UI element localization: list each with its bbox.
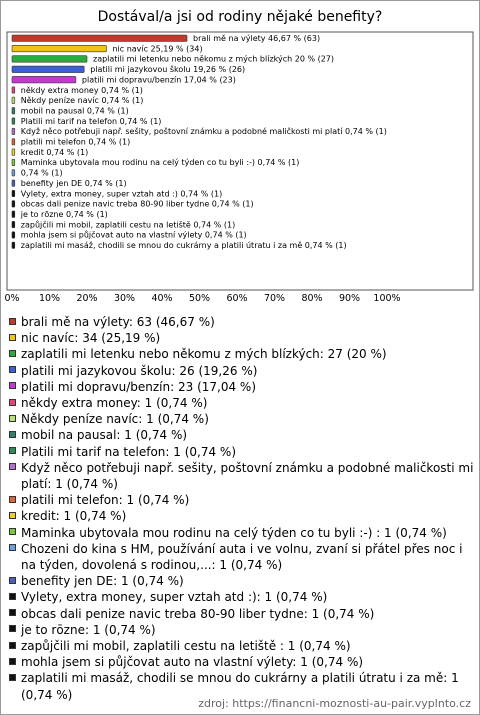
x-tick-label: 80% [301,293,323,304]
bar-label: zaplatili mi masáž, chodili se mnou do cukrárny a platili útratu i za mě 0,74 % (1) [20,241,347,250]
bar [12,76,76,83]
legend-label: je to rōzne: 1 (0,74 %) [21,622,156,637]
x-tick-label: 60% [226,293,248,304]
legend-label: zaplatili mi masáž, chodili se mnou do cukrárny a platili útratu i za mě: 1 (0,74 %) [21,671,459,702]
legend-label: Někdy peníze navíc: 1 (0,74 %) [21,412,209,427]
legend-label: obcas dali penize navic treba 80-90 liber tydne: 1 (0,74 %) [21,606,375,621]
legend-item [8,444,474,460]
legend-swatch [9,431,16,438]
bar [12,201,15,208]
bar-label: Vylety, extra money, super vztah atd :) 0,74 % (1) [20,189,223,199]
legend-swatch [9,528,16,535]
bar [12,56,87,63]
legend-label: Chozeni do kina s HM, používání auta i ve volnu, zvaní si přátel přes noc i na týden, dovolená s rodinou,...: 1 (0,74 %) [21,541,463,573]
legend-item [8,346,474,362]
legend-swatch [9,318,16,325]
x-tick-label: 100% [373,293,401,304]
x-tick-label: 90% [338,293,361,304]
legend-item [8,622,474,638]
bar-label: 0,74 % (1) [20,168,63,178]
legend-swatch [9,496,16,503]
bar-label: zaplatili mi letenku nebo někomu z mých blízkých 20 % (27) [93,54,335,64]
legend-swatch [9,625,16,632]
bar [12,211,15,218]
legend-item [8,589,474,605]
bar-label: platili mi dopravu/benzín 17,04 % (23) [81,75,236,85]
bar-label: kredit 0,74 % (1) [20,147,89,157]
x-tick-label: 0% [4,293,20,304]
legend-item [8,654,474,670]
legend-swatch [9,366,16,373]
bar [12,45,106,52]
x-tick-label: 50% [188,293,211,304]
x-tick-label: 40% [151,293,173,304]
bar-label: je to rōzne 0,74 % (1) [20,209,108,219]
legend-swatch [9,415,16,422]
legend-swatch [9,609,16,616]
legend-label: Když něco potřebuji např. sešity, poštovní známku a podobné maličkosti mi platí: 1 (0,74 %) [21,460,474,492]
legend-item [8,330,474,346]
bar-label: obcas dali penize navic treba 80-90 liber tydne 0,74 % (1) [20,199,254,209]
legend-swatch [9,544,16,551]
legend-item [8,606,474,622]
legend-swatch [9,658,16,665]
legend-label: benefity jen DE: 1 (0,74 %) [21,574,184,589]
legend-label: mohla jsem si půjčovat auto na vlastní výlety: 1 (0,74 %) [21,655,364,670]
bar [12,97,15,104]
legend-swatch [9,334,16,341]
bar-label: Platili mi tarif na telefon 0,74 % (1) [20,116,162,126]
legend-swatch [9,350,16,357]
x-tick-label: 10% [38,293,61,304]
legend-swatch [9,577,16,584]
legend-label: brali mě na výlety: 63 (46,67 %) [21,315,215,329]
bar-label: brali mě na výlety 46,67 % (63) [193,34,321,43]
legend-item [8,638,474,654]
chart-title: Dostával/a jsi od rodiny nějaké benefity? [97,9,383,25]
bar [12,180,15,187]
bar-label: zapůjčili mi mobil, zaplatili cestu na letiště 0,74 % (1) [20,220,236,230]
bar [12,159,15,166]
bar-label: platili mi jazykovou školu 19,26 % (26) [90,65,246,75]
legend-swatch [9,593,16,600]
bar [12,128,15,135]
bar [12,107,15,114]
legend-swatch [9,512,16,519]
bar [12,149,15,156]
legend-swatch [9,463,16,470]
chart-legend [8,314,474,703]
legend-label: mobil na pausal: 1 (0,74 %) [21,428,188,443]
legend-label: Maminka ubytovala mou rodinu na celý týden co tu byli :-) : 1 (0,74 %) [21,525,447,540]
bar [12,242,15,249]
legend-item [8,411,474,427]
legend-label: platili mi telefon: 1 (0,74 %) [21,493,190,508]
legend-item [8,363,474,379]
bar [12,170,15,177]
bar-label: mohla jsem si půjčovat auto na vlastní výlety 0,74 % (1) [20,230,247,240]
legend-item [8,541,474,573]
legend-label: nic navíc: 34 (25,19 %) [21,331,161,346]
bar-label: nic navíc 25,19 % (34) [112,44,203,54]
bar [12,190,15,197]
bar-label: Maminka ubytovala mou rodinu na celý týden co tu byli :-) 0,74 % (1) [20,158,300,168]
legend-item [8,525,474,541]
legend-label: zapůjčili mi mobil, zaplatili cestu na letiště : 1 (0,74 %) [21,639,351,654]
x-tick-label: 70% [263,293,286,304]
legend-label: Platili mi tarif na telefon: 1 (0,74 %) [21,444,237,459]
bar [12,118,15,125]
legend-item [8,395,474,411]
legend-item [8,427,474,443]
legend-swatch [9,674,16,681]
bar [12,66,84,73]
x-tick-label: 30% [113,293,136,304]
bar-label: benefity jen DE 0,74 % (1) [20,178,127,188]
legend-label: platili mi dopravu/benzín: 23 (17,04 %) [21,379,256,394]
bar [12,221,15,228]
bar-chart [0,30,480,310]
bar-label: Někdy peníze navíc 0,74 % (1) [20,96,144,106]
legend-label: Vylety, extra money, super vztah atd :): 1 (0,74 %) [21,590,328,605]
bar-label: někdy extra money 0,74 % (1) [20,85,143,95]
legend-swatch [9,399,16,406]
bar [12,35,187,42]
bar [12,232,15,239]
bar [12,139,15,146]
source-note: zdroj: https://financni-moznosti-au-pair.vyplnto.cz [198,697,471,710]
legend-label: někdy extra money: 1 (0,74 %) [21,396,208,411]
legend-item [8,379,474,395]
legend-item [8,314,474,330]
legend-item [8,573,474,589]
bar [12,87,15,94]
legend-item [8,492,474,508]
legend-label: platili mi jazykovou školu: 26 (19,26 %) [21,363,258,378]
legend-swatch [9,447,16,454]
legend-swatch [9,382,16,389]
bar-label: Když něco potřebuji např. sešity, poštovní známku a podobné maličkosti mi platí 0,74 % (1) [20,127,387,137]
bar-label: platili mi telefon 0,74 % (1) [20,137,131,147]
legend-swatch [9,642,16,649]
legend-item [8,460,474,492]
x-tick-label: 20% [76,293,98,304]
legend-item [8,508,474,524]
legend-label: zaplatili mi letenku nebo někomu z mých blízkých: 27 (20 %) [21,347,387,362]
legend-label: kredit: 1 (0,74 %) [21,509,127,524]
bar-label: mobil na pausal 0,74 % (1) [20,106,129,116]
